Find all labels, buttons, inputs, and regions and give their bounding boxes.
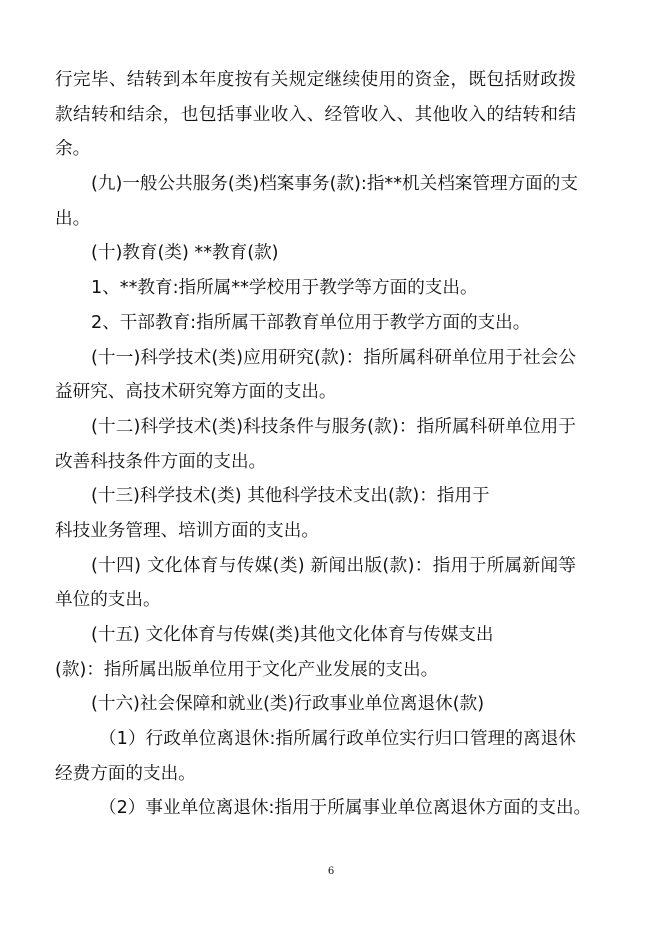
text-line: 2、干部教育:指所属干部教育单位用于教学方面的支出。 — [91, 312, 531, 333]
text-line: 款结转和结余，也包括事业收入、经管收入、其他收入的结转和结 — [55, 104, 576, 125]
text-line: (十三)科学技术(类) 其他科学技术支出(款)：指用于 — [91, 486, 490, 507]
text-line: (十五) 文化体育与传媒(类)其他文化体育与传媒支出 — [91, 625, 494, 645]
text-line: 行完毕、结转到本年度按有关规定继续使用的资金，既包括财政拨 — [55, 70, 576, 90]
text-line: (九)一般公共服务(类)档案事务(款):指**机关档案管理方面的支 — [91, 174, 578, 195]
text-line: (十六)社会保障和就业(类)行政事业单位离退休(款) — [91, 694, 485, 715]
text-line: 余。 — [55, 139, 91, 160]
text-line: 经费方面的支出。 — [55, 763, 196, 784]
text-line: （2）事业单位离退休:指用于所属事业单位离退休方面的支出。 — [99, 798, 592, 819]
text-line: 出。 — [55, 208, 91, 229]
text-line: (十四) 文化体育与传媒(类) 新闻出版(款)：指用于所属新闻等 — [91, 555, 576, 576]
text-line: 单位的支出。 — [55, 590, 161, 611]
text-line: 改善科技条件方面的支出。 — [55, 451, 267, 472]
text-line: (十)教育(类) **教育(款) — [91, 243, 279, 264]
text-line: (款)：指所属出版单位用于文化产业发展的支出。 — [55, 659, 439, 680]
text-line: 科技业务管理、培训方面的支出。 — [55, 520, 319, 541]
page-number: 6 — [327, 866, 335, 877]
text-line: 1、**教育:指所属**学校用于教学等方面的支出。 — [91, 278, 478, 299]
text-line: 益研究、高技术研究筹方面的支出。 — [55, 382, 337, 403]
text-line: (十一)科学技术(类)应用研究(款)：指所属科研单位用于社会公 — [91, 347, 576, 368]
body-text — [55, 63, 592, 826]
text-line: （1）行政单位离退休:指所属行政单位实行归口管理的离退休 — [99, 729, 576, 750]
text-line: (十二)科学技术(类)科技条件与服务(款)：指所属科研单位用于 — [91, 416, 576, 437]
